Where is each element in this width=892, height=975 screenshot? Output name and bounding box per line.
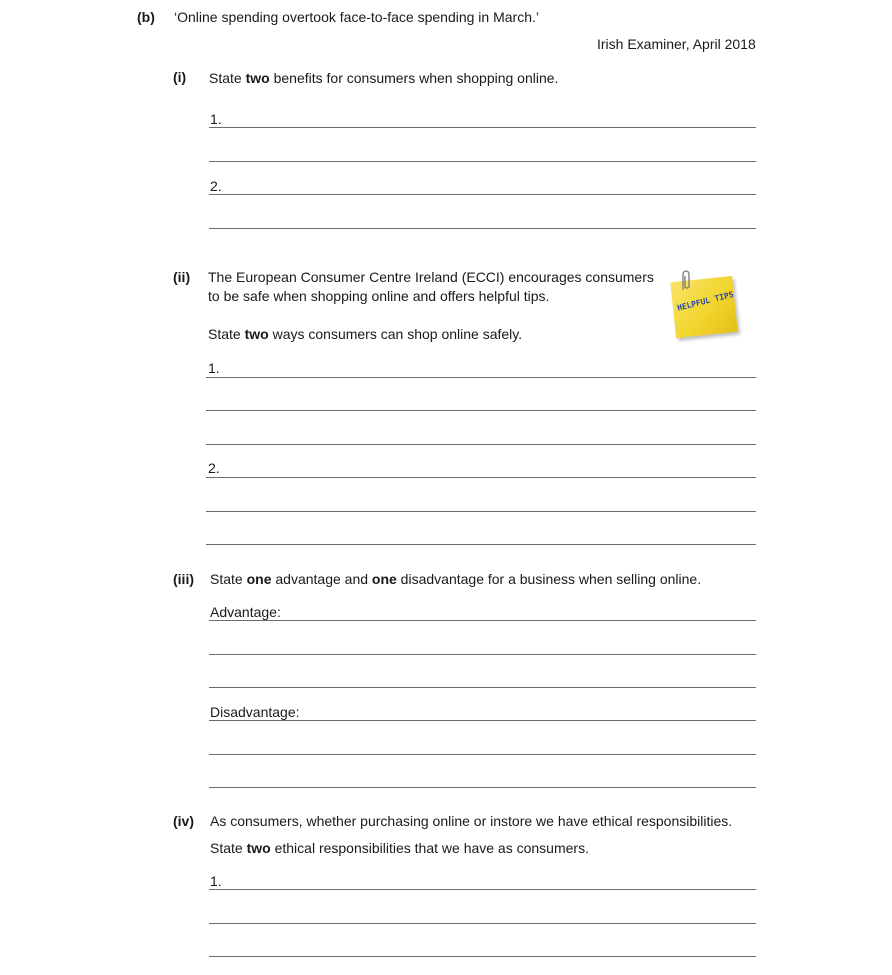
question-ii-text: State two ways consumers can shop online safely. — [208, 326, 523, 342]
answer-number-1: 1. — [210, 873, 222, 889]
quote-text: ‘Online spending overtook face-to-face spending in March.’ — [174, 9, 539, 25]
answer-line[interactable] — [209, 228, 756, 229]
advantage-label: Advantage: — [210, 604, 281, 620]
answer-line[interactable] — [209, 889, 756, 890]
question-iii-text: State one advantage and one disadvantage for a business when selling online. — [210, 571, 702, 587]
answer-number-1: 1. — [208, 360, 220, 376]
answer-number-2: 2. — [210, 178, 222, 194]
answer-number-2: 2. — [208, 460, 220, 476]
paperclip-icon — [679, 270, 693, 292]
disadvantage-label: Disadvantage: — [210, 704, 300, 720]
answer-number-1: 1. — [210, 111, 222, 127]
answer-line[interactable] — [209, 754, 756, 755]
answer-line[interactable] — [209, 194, 756, 195]
answer-line[interactable] — [206, 377, 756, 378]
answer-line[interactable] — [206, 511, 756, 512]
quote-source: Irish Examiner, April 2018 — [597, 36, 756, 52]
answer-line[interactable] — [209, 161, 756, 162]
answer-line[interactable] — [209, 687, 756, 688]
answer-line[interactable] — [209, 654, 756, 655]
answer-line[interactable] — [209, 923, 756, 924]
answer-line[interactable] — [206, 444, 756, 445]
question-iv-text: State two ethical responsibilities that we have as consumers. — [210, 840, 589, 856]
question-iv-label: (iv) — [173, 813, 194, 829]
helpful-tips-note-text: HELPFUL TIPS — [676, 289, 735, 313]
answer-line[interactable] — [209, 620, 756, 621]
answer-line[interactable] — [206, 477, 756, 478]
question-i-label: (i) — [173, 69, 187, 85]
answer-line[interactable] — [209, 787, 756, 788]
question-ii-label: (ii) — [173, 269, 191, 285]
question-i-text: State two benefits for consumers when shopping online. — [209, 70, 559, 86]
question-ii-line1: The European Consumer Centre Ireland (ECCI) encourages consumers — [208, 269, 654, 285]
question-iv-line1: As consumers, whether purchasing online or instore we have ethical responsibilities. — [210, 813, 733, 829]
answer-line[interactable] — [209, 127, 756, 128]
question-iii-label: (iii) — [173, 571, 194, 587]
answer-line[interactable] — [209, 720, 756, 721]
question-ii-line2: to be safe when shopping online and offers helpful tips. — [208, 288, 550, 304]
answer-line[interactable] — [206, 544, 756, 545]
part-label: (b) — [137, 9, 155, 25]
answer-line[interactable] — [206, 410, 756, 411]
answer-line[interactable] — [209, 956, 756, 957]
